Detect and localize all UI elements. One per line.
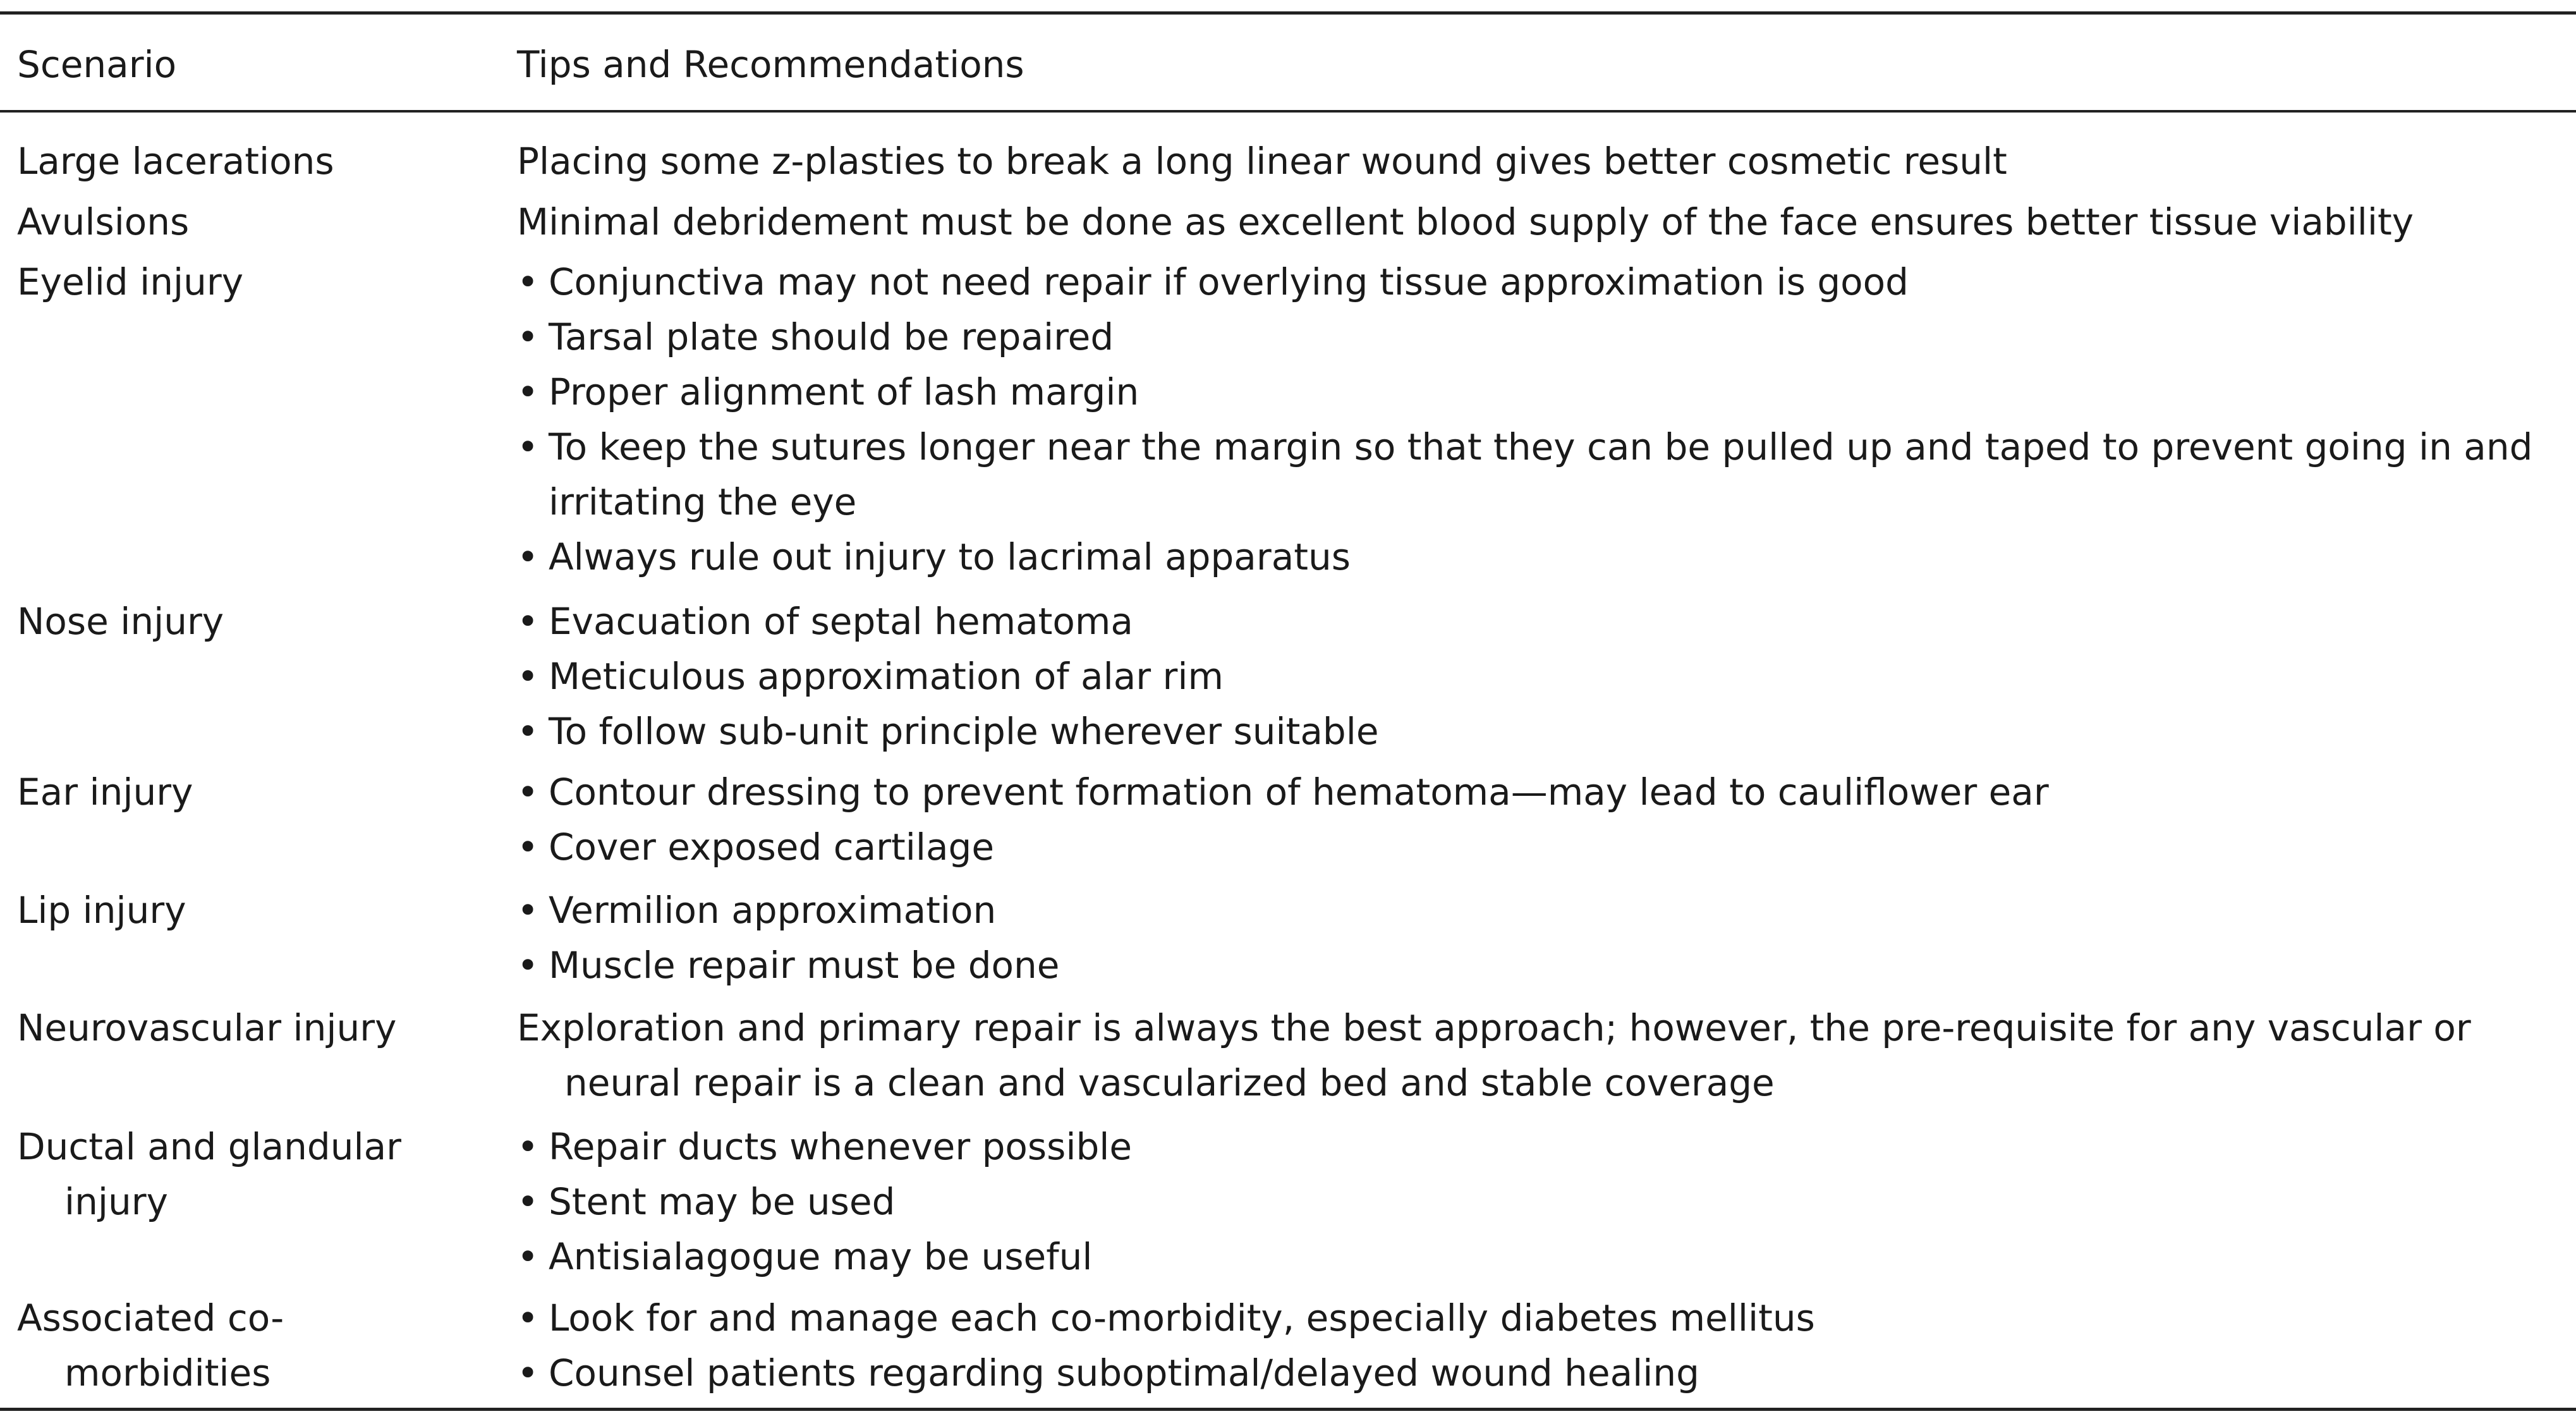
header-scenario: Scenario <box>17 43 177 86</box>
bullet-icon: • <box>517 600 539 643</box>
tip-line: Cover exposed cartilage <box>549 826 995 869</box>
bullet-icon: • <box>517 826 539 869</box>
bullet-icon: • <box>517 535 539 578</box>
bullet-icon: • <box>517 1125 539 1168</box>
tip-line: Stent may be used <box>549 1180 896 1223</box>
bullet-icon: • <box>517 425 539 468</box>
scenario-cell <box>17 195 478 250</box>
bullet-icon: • <box>517 1351 539 1394</box>
bullet-icon: • <box>517 710 539 753</box>
tip-text <box>517 134 2565 189</box>
bullet-icon: • <box>517 944 539 987</box>
tip-bullet-item <box>517 704 2565 759</box>
tips-cell <box>517 134 2565 189</box>
bottom-rule <box>0 1408 2576 1411</box>
tip-bullet-item <box>517 594 2565 649</box>
scenario-cell <box>17 1001 478 1056</box>
tip-line: Vermilion approximation <box>549 889 997 932</box>
tips-cell <box>517 195 2565 250</box>
tip-bullet-item <box>517 765 2565 820</box>
tips-cell <box>517 1291 2565 1401</box>
tip-bullet-item <box>517 1346 2565 1401</box>
scenario-text: Nose injury <box>17 600 224 643</box>
header-rule <box>0 110 2576 113</box>
tip-bullet-item <box>517 420 2565 530</box>
tip-bullet-item <box>517 310 2565 365</box>
tip-line: To follow sub-unit principle wherever suitable <box>549 710 1379 753</box>
tips-cell <box>517 765 2565 875</box>
scenario-cell <box>17 1291 478 1401</box>
scenario-text: morbidities <box>64 1351 271 1394</box>
tip-bullet-item <box>517 1119 2565 1174</box>
bullet-icon: • <box>517 655 539 698</box>
bullet-icon: • <box>517 370 539 413</box>
tip-bullet-item <box>517 255 2565 310</box>
bullet-icon: • <box>517 889 539 932</box>
tip-bullet-item <box>517 530 2565 585</box>
bullet-icon: • <box>517 1296 539 1339</box>
tip-text <box>517 195 2565 250</box>
tip-line: Tarsal plate should be repaired <box>549 315 1114 358</box>
tip-line: Look for and manage each co-morbidity, especially diabetes mellitus <box>549 1296 1815 1339</box>
tip-line: Conjunctiva may not need repair if overlying tissue approximation is good <box>549 260 1909 303</box>
tips-cell <box>517 1119 2565 1284</box>
scenario-cell <box>17 1119 478 1229</box>
tip-line: Minimal debridement must be done as excellent blood supply of the face ensures better tissue viability <box>517 200 2414 243</box>
tip-line: Exploration and primary repair is always the best approach; however, the pre-requisite for any vascular or <box>517 1006 2471 1049</box>
scenario-text: Avulsions <box>17 200 190 243</box>
tip-line: Placing some z-plasties to break a long linear wound gives better cosmetic result <box>517 140 2007 183</box>
scenario-text: Ear injury <box>17 771 193 814</box>
tip-line: Contour dressing to prevent formation of hematoma—may lead to cauliflower ear <box>549 771 2049 814</box>
scenario-cell <box>17 594 478 649</box>
tip-line-continuation: neural repair is a clean and vascularized bed and stable coverage <box>564 1061 1775 1104</box>
tip-line: Evacuation of septal hematoma <box>549 600 1133 643</box>
scenario-cell <box>17 765 478 820</box>
tip-line: Proper alignment of lash margin <box>549 370 1139 413</box>
tip-bullet-item <box>517 938 2565 993</box>
tip-bullet-item <box>517 883 2565 938</box>
tip-bullet-item <box>517 820 2565 875</box>
scenario-cell <box>17 883 478 938</box>
tips-cell <box>517 594 2565 759</box>
tip-line: Counsel patients regarding suboptimal/delayed wound healing <box>549 1351 1699 1394</box>
tip-bullet-item <box>517 649 2565 704</box>
tips-cell <box>517 255 2565 585</box>
scenario-text: Associated co- <box>17 1296 284 1339</box>
tip-line: Antisialagogue may be useful <box>549 1235 1093 1278</box>
tip-bullet-item <box>517 1291 2565 1346</box>
tip-bullet-item <box>517 1229 2565 1284</box>
tip-line: Muscle repair must be done <box>549 944 1060 987</box>
tip-line-continuation: irritating the eye <box>549 480 857 523</box>
tips-cell <box>517 1001 2565 1111</box>
scenario-cell <box>17 134 478 189</box>
tip-bullet-item <box>517 365 2565 420</box>
tip-text <box>517 1001 2565 1111</box>
tips-cell <box>517 883 2565 993</box>
tip-bullet-item <box>517 1174 2565 1229</box>
scenario-text: Lip injury <box>17 889 186 932</box>
top-rule <box>0 11 2576 15</box>
scenario-text: Large lacerations <box>17 140 334 183</box>
scenario-text: Neurovascular injury <box>17 1006 397 1049</box>
bullet-icon: • <box>517 315 539 358</box>
bullet-icon: • <box>517 1235 539 1278</box>
bullet-icon: • <box>517 1180 539 1223</box>
header-tips: Tips and Recommendations <box>517 43 1024 86</box>
scenario-cell <box>17 255 478 310</box>
tip-line: Repair ducts whenever possible <box>549 1125 1133 1168</box>
bullet-icon: • <box>517 771 539 814</box>
tip-line: Always rule out injury to lacrimal apparatus <box>549 535 1351 578</box>
bullet-icon: • <box>517 260 539 303</box>
scenario-text: injury <box>64 1180 168 1223</box>
scenario-text: Eyelid injury <box>17 260 244 303</box>
tip-line: Meticulous approximation of alar rim <box>549 655 1224 698</box>
tip-line: To keep the sutures longer near the margin so that they can be pulled up and taped to prevent going in and <box>549 425 2533 468</box>
scenario-text: Ductal and glandular <box>17 1125 402 1168</box>
